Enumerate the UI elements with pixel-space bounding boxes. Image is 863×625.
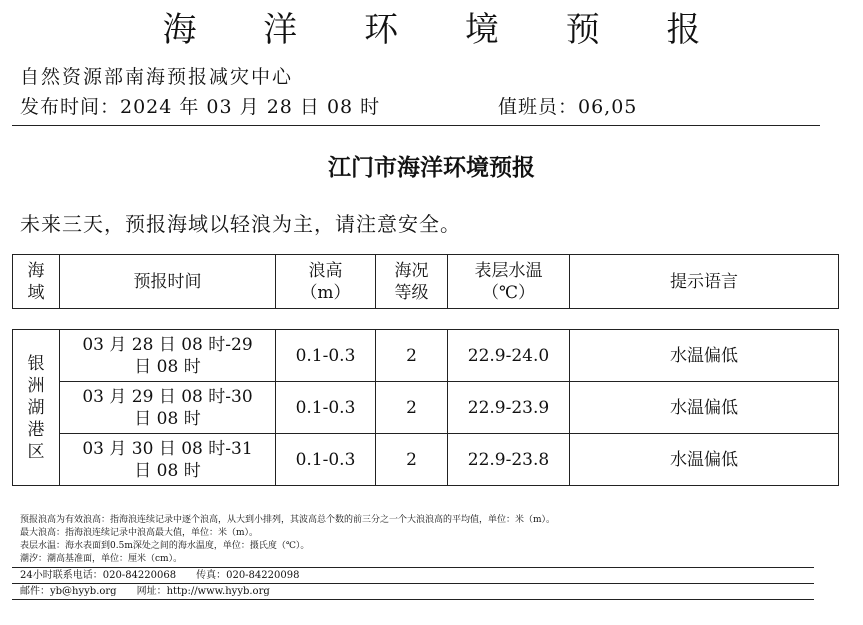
forecast-subtitle: 江门市海洋环境预报 bbox=[328, 154, 535, 181]
wave-height: 0.1-0.3 bbox=[276, 382, 376, 434]
header-sea-state: 海况 等级 bbox=[376, 255, 448, 309]
water-temp: 22.9-23.8 bbox=[448, 434, 570, 486]
forecast-time: 03 月 29 日 08 时-30 日 08 时 bbox=[60, 382, 276, 434]
header-area: 海 域 bbox=[13, 255, 60, 309]
tip-text: 水温偏低 bbox=[570, 382, 839, 434]
table-row bbox=[13, 382, 839, 434]
contact-email: 邮件：yb@hyyb.org 网址：http://www.hyyb.org bbox=[20, 586, 270, 597]
sea-state-level: 2 bbox=[376, 382, 448, 434]
forecast-time: 03 月 30 日 08 时-31 日 08 时 bbox=[60, 434, 276, 486]
duty-officer: 值班员：06,05 bbox=[498, 96, 638, 118]
note-max-wave: 最大浪高：指海浪连续记录中浪高最大值，单位：米（m）。 bbox=[20, 528, 259, 538]
footer-divider-middle bbox=[12, 583, 814, 584]
header-divider bbox=[12, 125, 820, 126]
table-row bbox=[13, 434, 839, 486]
page-title: 海 洋 环 境 预 报 bbox=[162, 10, 729, 50]
forecast-table-header bbox=[12, 254, 839, 309]
table-row bbox=[13, 330, 839, 382]
issuing-organization: 自然资源部南海预报减灾中心 bbox=[20, 66, 294, 88]
header-time: 预报时间 bbox=[60, 255, 276, 309]
footer-divider-top bbox=[12, 567, 814, 568]
forecast-table bbox=[12, 329, 839, 486]
note-tide: 潮汐：潮高基准面，单位：厘米（cm）。 bbox=[20, 554, 183, 564]
area-name: 银 洲 湖 港 区 bbox=[13, 330, 60, 486]
wave-height: 0.1-0.3 bbox=[276, 434, 376, 486]
sea-state-level: 2 bbox=[376, 434, 448, 486]
note-water-temp: 表层水温：海水表面到0.5m深处之间的海水温度，单位：摄氏度（℃）。 bbox=[20, 541, 310, 551]
note-wave-height: 预报浪高为有效浪高：指海浪连续记录中逐个浪高，从大到小排列，其波高总个数的前三分之一个大浪浪高的平均值，单位：米（m）。 bbox=[20, 515, 556, 525]
water-temp: 22.9-24.0 bbox=[448, 330, 570, 382]
tip-text: 水温偏低 bbox=[570, 434, 839, 486]
forecast-time: 03 月 28 日 08 时-29 日 08 时 bbox=[60, 330, 276, 382]
wave-height: 0.1-0.3 bbox=[276, 330, 376, 382]
sea-state-level: 2 bbox=[376, 330, 448, 382]
header-tip: 提示语言 bbox=[570, 255, 839, 309]
forecast-summary: 未来三天，预报海域以轻浪为主，请注意安全。 bbox=[20, 212, 461, 236]
header-water-temp: 表层水温 （℃） bbox=[448, 255, 570, 309]
tip-text: 水温偏低 bbox=[570, 330, 839, 382]
contact-phone: 24小时联系电话：020-84220068 传真：020-84220098 bbox=[20, 570, 300, 581]
footer-divider-bottom bbox=[12, 599, 814, 600]
publish-time: 发布时间：2024 年 03 月 28 日 08 时 bbox=[20, 96, 381, 118]
water-temp: 22.9-23.9 bbox=[448, 382, 570, 434]
header-wave-height: 浪高 （m） bbox=[276, 255, 376, 309]
